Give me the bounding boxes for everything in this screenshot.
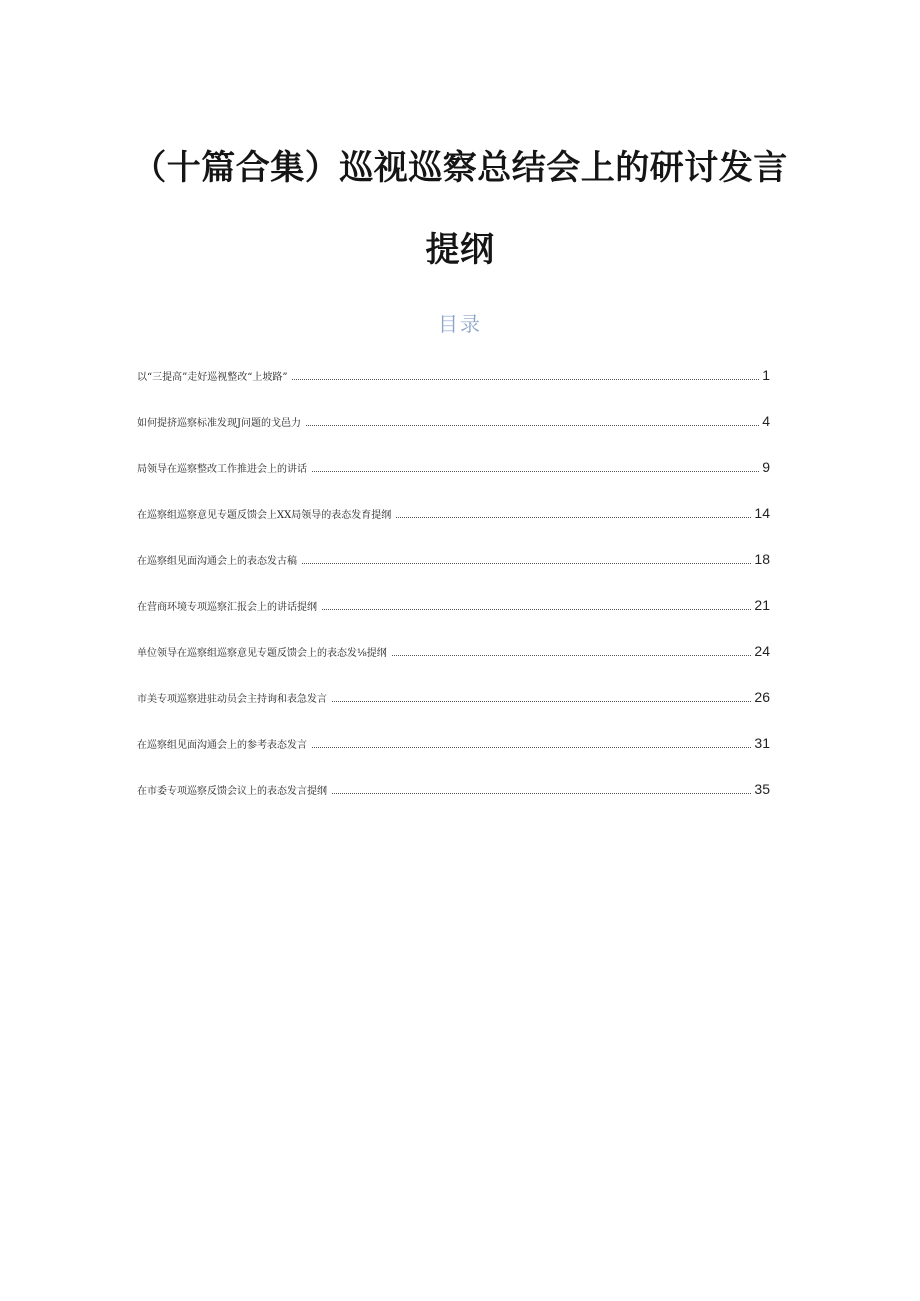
toc-dot-leader (322, 609, 751, 610)
toc-entry-title: 市美专项巡察进驻动员会主持询和表急发言 (137, 693, 327, 705)
toc-entry[interactable] (137, 674, 770, 720)
toc-entry-title: 单位领导在巡察组巡察意见专题反馈会上的表态发⅛提纲 (137, 647, 387, 659)
toc-entry[interactable] (137, 444, 770, 490)
toc-entry-page: 9 (762, 459, 770, 475)
toc-entry-page: 31 (754, 735, 770, 751)
toc-dot-leader (332, 701, 751, 702)
table-of-contents (137, 352, 770, 812)
toc-entry-title: 以“三提高”走好巡视整改“上坡路” (137, 371, 288, 383)
toc-entry-page: 18 (754, 551, 770, 567)
toc-entry-title: 在巡察组见面沟通会上的参考表态发言 (137, 739, 307, 751)
document-title-line-2: 提纲 (425, 230, 495, 270)
toc-entry-title: 在巡察组见面沟通会上的表态发古稿 (137, 555, 297, 567)
toc-entry-page: 1 (762, 367, 770, 383)
toc-entry-title: 局领导在巡察整改工作推进会上的讲话 (137, 463, 307, 475)
toc-dot-leader (396, 517, 751, 518)
toc-entry-title: 在市委专项巡察反馈会议上的表态发言提纲 (137, 785, 327, 797)
toc-entry-page: 24 (754, 643, 770, 659)
toc-entry-page: 26 (754, 689, 770, 705)
toc-entry[interactable] (137, 766, 770, 812)
toc-entry[interactable] (137, 720, 770, 766)
toc-dot-leader (292, 379, 759, 380)
toc-entry-page: 14 (754, 505, 770, 521)
toc-entry[interactable] (137, 582, 770, 628)
document-title-line-1: （十篇合集）巡视巡察总结会上的研讨发言 (132, 148, 788, 188)
toc-entry[interactable] (137, 536, 770, 582)
toc-dot-leader (306, 425, 759, 426)
toc-dot-leader (302, 563, 751, 564)
toc-entry[interactable] (137, 628, 770, 674)
toc-entry-page: 4 (762, 413, 770, 429)
toc-dot-leader (312, 747, 751, 748)
toc-entry-page: 35 (754, 781, 770, 797)
toc-heading: 目录 (438, 312, 482, 336)
toc-entry-title: 如何提挤巡察标准发现J问题的戈邑力 (137, 417, 302, 429)
toc-dot-leader (392, 655, 752, 656)
toc-dot-leader (312, 471, 759, 472)
toc-entry[interactable] (137, 398, 770, 444)
toc-entry[interactable] (137, 352, 770, 398)
toc-entry-page: 21 (754, 597, 770, 613)
toc-entry-title: 在营商环境专项巡察汇报会上的讲话提纲 (137, 601, 317, 613)
toc-entry-title: 在巡察组巡察意见专题反馈会上XX局领导的表态发育提纲 (137, 509, 392, 521)
toc-entry[interactable] (137, 490, 770, 536)
toc-dot-leader (332, 793, 751, 794)
